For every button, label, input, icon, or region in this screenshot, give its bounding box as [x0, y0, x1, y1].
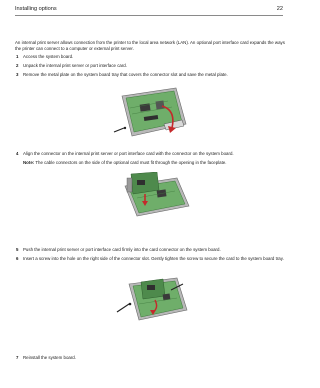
step-number: 7 — [16, 355, 19, 360]
figure-remove-plate — [110, 84, 192, 146]
note-label: Note: — [23, 160, 35, 165]
note-text: The cable connectors on the side of the optional card must fit through the opening in the faceplate. — [35, 160, 227, 165]
step-number: 3 — [16, 72, 19, 77]
step-text: Remove the metal plate on the system board tray that covers the connector slot and save the metal plate. — [23, 72, 228, 77]
step-number: 2 — [16, 63, 19, 68]
figure-align-card — [115, 172, 195, 218]
step-text: Align the connector on the internal print server or port interface card with the connector on the system board. — [23, 151, 234, 156]
note — [23, 160, 285, 166]
step-number: 4 — [16, 151, 19, 156]
step-text: Push the internal print server or port interface card firmly into the card connector on the system board. — [23, 247, 221, 252]
page-number: 22 — [276, 6, 283, 12]
step-number: 1 — [16, 54, 19, 59]
header-title: Installing options — [15, 6, 57, 12]
intro-paragraph: An internal print server allows connection from the printer to the local area network (LAN). An optional port interface card expands the ways the printer can connect to a computer or external print server. — [15, 40, 285, 52]
step-text: Unpack the internal print server or port interface card. — [23, 63, 127, 68]
step-text: Access the system board. — [23, 54, 74, 59]
step-number: 6 — [16, 256, 19, 261]
step-number: 5 — [16, 247, 19, 252]
figure-insert-screw — [115, 274, 195, 322]
step-text: Insert a screw into the hole on the right side of the connector slot. Gently tighten the screw to secure the card to the system board tray. — [23, 256, 284, 261]
step-text: Reinstall the system board. — [23, 355, 76, 360]
page-header — [15, 5, 283, 16]
